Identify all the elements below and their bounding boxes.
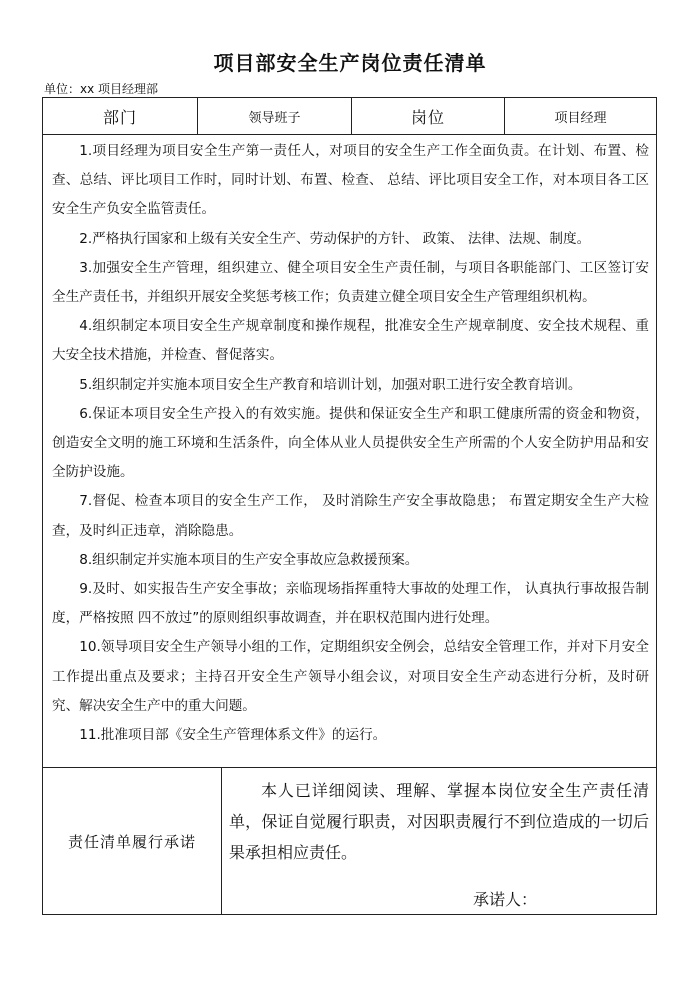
duty-item: 10.领导项目安全生产领导小组的工作，定期组织安全例会，总结安全管理工作，并对下月安全工作提出重点及要求；主持召开安全生产领导小组会议，对项目安全生产动态进行分析，及时研究、解决安全生产中的重大问题。 xyxy=(52,639,649,714)
duty-item: 6.保证本项目安全生产投入的有效实施。提供和保证安全生产和职工健康所需的资金和物资，创造安全文明的施工环境和生活条件，向全体从业人员提供安全生产所需的个人安全防护用品和安全防护设施。 xyxy=(52,405,649,481)
duty-item: 1.项目经理为项目安全生产第一责任人，对项目的安全生产工作全面负责。在计划、布置、检查、总结、评比项目工作时，同时计划、布置、检查、 总结、评比项目安全工作，对本项目各工区安全生产负安全监管责任。 xyxy=(52,143,649,218)
duty-item: 8.组织制定并实施本项目的生产安全事故应急救援预案。 xyxy=(79,551,419,568)
duty-item: 7.督促、检查本项目的安全生产工作， 及时消除生产安全事故隐患； 布置定期安全生产大检查，及时纠正违章，消除隐患。 xyxy=(52,493,649,539)
pledge-row xyxy=(43,767,656,914)
duty-item: 5.组织制定并实施本项目安全生产教育和培训计划，加强对职工进行安全教育培训。 xyxy=(79,376,582,393)
duty-item: 2.严格执行国家和上级有关安全生产、劳动保护的方针、 政策、 法律、法规、制度。 xyxy=(79,230,591,247)
document-title: 项目部安全生产岗位责任清单 xyxy=(213,51,487,75)
pledge-label: 责任清单履行承诺 xyxy=(43,768,222,914)
post-value: 项目经理 xyxy=(554,110,607,126)
duty-item: 3.加强安全生产管理，组织建立、健全项目安全生产责任制，与项目各职能部门、工区签订安全生产责任书，并组织开展安全奖惩考核工作；负责建立健全项目安全生产管理组织机构。 xyxy=(52,259,649,306)
header-row xyxy=(43,98,656,135)
signer-label: 承诺人： xyxy=(473,890,538,909)
dept-label: 部门 xyxy=(102,107,137,127)
duty-item: 4.组织制定本项目安全生产规章制度和操作规程，批准安全生产规章制度、安全技术规程、重大安全技术措施，并检查、督促落实。 xyxy=(52,318,649,364)
duty-list xyxy=(52,137,649,750)
duty-item: 9.及时、如实报告生产安全事故；亲临现场指挥重特大事故的处理工作， 认真执行事故报告制度，严格按照 四不放过”的原则组织事故调查，并在职权范围内进行处理。 xyxy=(52,581,649,627)
responsibility-table xyxy=(42,97,657,915)
unit-line: 单位：xx 项目经理部 xyxy=(44,82,159,96)
duty-item: 11.批准项目部《安全生产管理体系文件》的运行。 xyxy=(79,727,387,744)
dept-value: 领导班子 xyxy=(248,110,301,126)
pledge-text: 本人已详细阅读、理解、掌握本岗位安全生产责任清单，保证自觉履行职责，对因职责履行不到位造成的一切后果承担相应责任。 xyxy=(229,781,649,862)
post-label: 岗位 xyxy=(410,107,445,127)
